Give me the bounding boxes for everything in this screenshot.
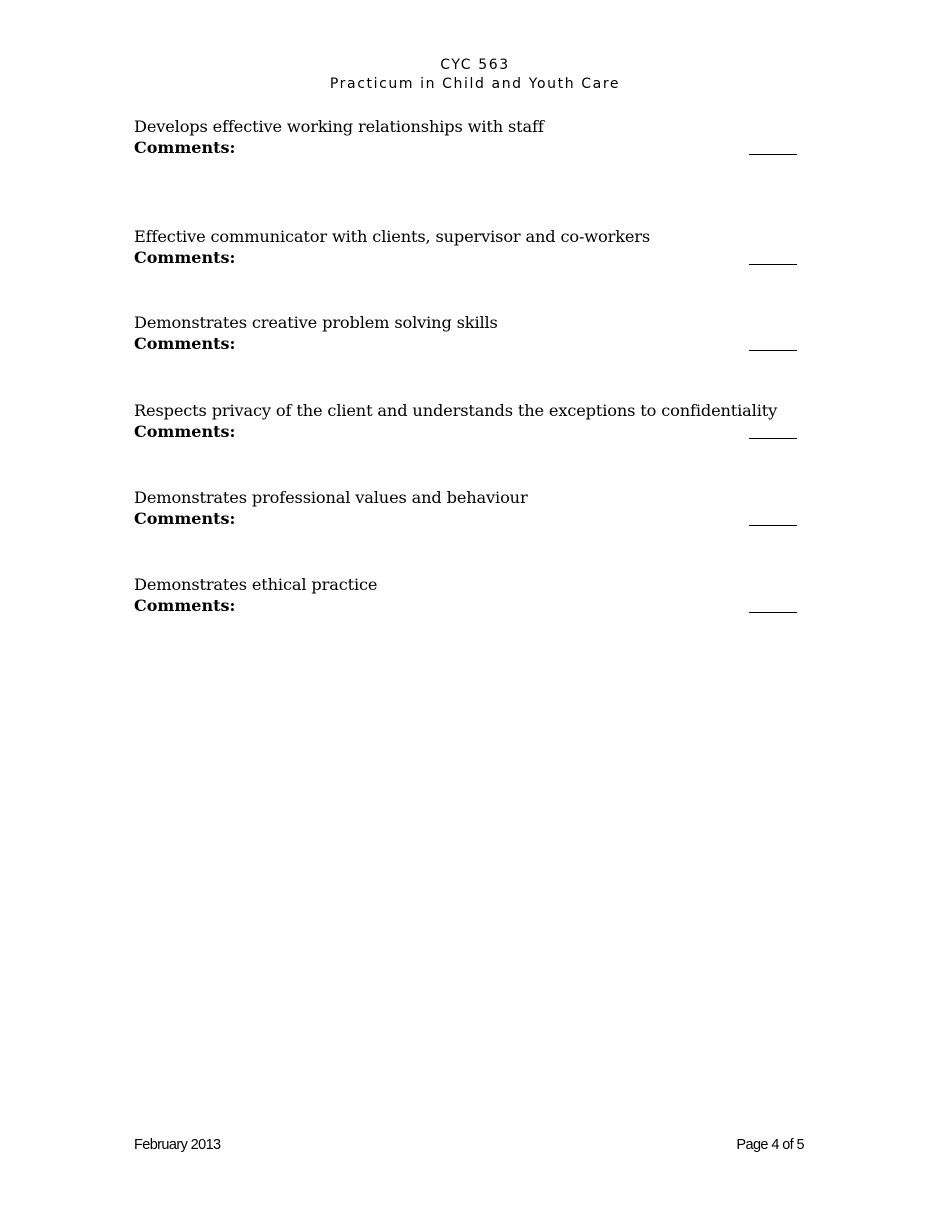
- course-title: Practicum in Child and Youth Care: [329, 76, 621, 92]
- criterion-text: Demonstrates ethical practice: [134, 575, 378, 594]
- comments-row: [134, 421, 804, 443]
- comments-label: Comments:: [134, 138, 236, 157]
- comments-row: [134, 137, 804, 159]
- score-blank[interactable]: [749, 612, 797, 613]
- evaluation-item: [134, 227, 804, 269]
- comments-label: Comments:: [134, 509, 236, 528]
- criterion-text: Demonstrates professional values and behaviour: [134, 488, 528, 507]
- comments-row: [134, 333, 804, 355]
- score-blank[interactable]: [749, 264, 797, 265]
- comments-row: [134, 595, 804, 617]
- evaluation-item: [134, 488, 804, 530]
- score-blank[interactable]: [749, 525, 797, 526]
- criterion-text: Effective communicator with clients, supervisor and co-workers: [134, 227, 651, 246]
- comments-label: Comments:: [134, 248, 236, 267]
- comments-row: [134, 508, 804, 530]
- criterion-text: Develops effective working relationships with staff: [134, 117, 544, 136]
- comments-label: Comments:: [134, 422, 236, 441]
- criterion-text: Demonstrates creative problem solving skills: [134, 313, 498, 332]
- evaluation-item: [134, 313, 804, 355]
- evaluation-item: [134, 575, 804, 617]
- criterion-text: Respects privacy of the client and understands the exceptions to confidentiality: [134, 401, 778, 420]
- footer-date: February 2013: [134, 1137, 221, 1153]
- evaluation-item: [134, 401, 804, 443]
- comments-row: [134, 247, 804, 269]
- score-blank[interactable]: [749, 350, 797, 351]
- comments-label: Comments:: [134, 334, 236, 353]
- score-blank[interactable]: [749, 438, 797, 439]
- score-blank[interactable]: [749, 154, 797, 155]
- footer-page-number: Page 4 of 5: [736, 1137, 804, 1153]
- course-code: CYC 563: [440, 57, 510, 73]
- comments-label: Comments:: [134, 596, 236, 615]
- evaluation-item: [134, 117, 804, 159]
